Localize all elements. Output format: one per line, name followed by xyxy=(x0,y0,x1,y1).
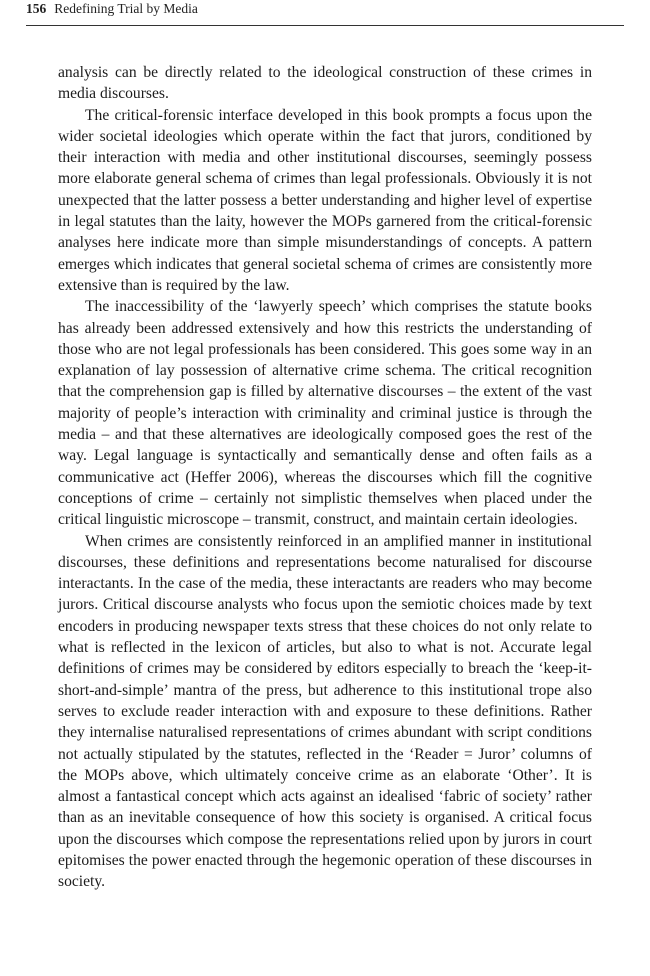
paragraph-lawyerly-speech: The inaccessibility of the ‘lawyerly speech’ which comprises the statute books has already been addressed extensively and how this restricts the understanding of those who are not legal professionals has been considered. This goes some way in an explanation of lay possession of alternative crime schema. The critical recognition that the comprehension gap is filled by alternative discourses – the extent of the vast majority of people’s interaction with criminality and criminal justice is through the media – and that these alternatives are ideologically composed goes the rest of the way. Legal language is syntactically and semantically dense and often fails as a communicative act (Heffer 2006), whereas the discourses which fill the cognitive conceptions of crime – certainly not simplistic themselves when placed under the critical linguistic microscope – transmit, construct, and maintain certain ideologies. xyxy=(58,298,592,529)
running-title: Redefining Trial by Media xyxy=(54,1,198,16)
paragraph-critical-forensic-interface: The critical-forensic interface developed in this book prompts a focus upon the wider societal ideologies which operate within the fact that jurors, conditioned by their interaction with media and other institutional discourses, seemingly possess more elaborate general schema of crimes than legal professionals. Obviously it is not unexpected that the latter possess a better understanding and higher level of expertise in legal statutes than the laity, however the MOPs garnered from the critical-forensic analyses here indicate more than simple misunderstandings of concepts. A pattern emerges which indicates that general societal schema of crimes are consistently more extensive than is required by the law. xyxy=(58,106,592,294)
paragraph-institutional-discourses: When crimes are consistently reinforced in an amplified manner in institutional discourses, these definitions and representations become naturalised for discourse interactants. In the case of the media, these interactants are readers who may become jurors. Critical discourse analysts who focus upon the semiotic choices made by text encoders in producing newspaper texts stress that these choices do not only relate to what is reflected in the lexicon of articles, but also to what is not. Accurate legal definitions of crimes may be considered by editors especially to breach the ‘keep-it-short-and-simple’ mantra of the press, but adherence to this institutional trope also serves to exclude reader interaction with and exposure to these definitions. Rather they internalise naturalised representations of crimes abundant with script conditions not actually stipulated by the statutes, reflected in the ‘Reader = Juror’ columns of the MOPs above, which ultimately conceive crime as an elaborate ‘Other’. It is almost a fantastical concept which acts against an idealised ‘fabric of society’ rather than as an inevitable consequence of how this society is organised. A critical focus upon the discourses which compose the representations relied upon by jurors in court epitomises the power enacted through the hegemonic operation of these discourses in society. xyxy=(58,532,592,891)
body-text xyxy=(58,62,592,893)
paragraph-continued: analysis can be directly related to the ideological construction of these crimes in media discourses. xyxy=(58,64,592,103)
page-number: 156 xyxy=(26,1,47,16)
running-header xyxy=(26,0,624,26)
